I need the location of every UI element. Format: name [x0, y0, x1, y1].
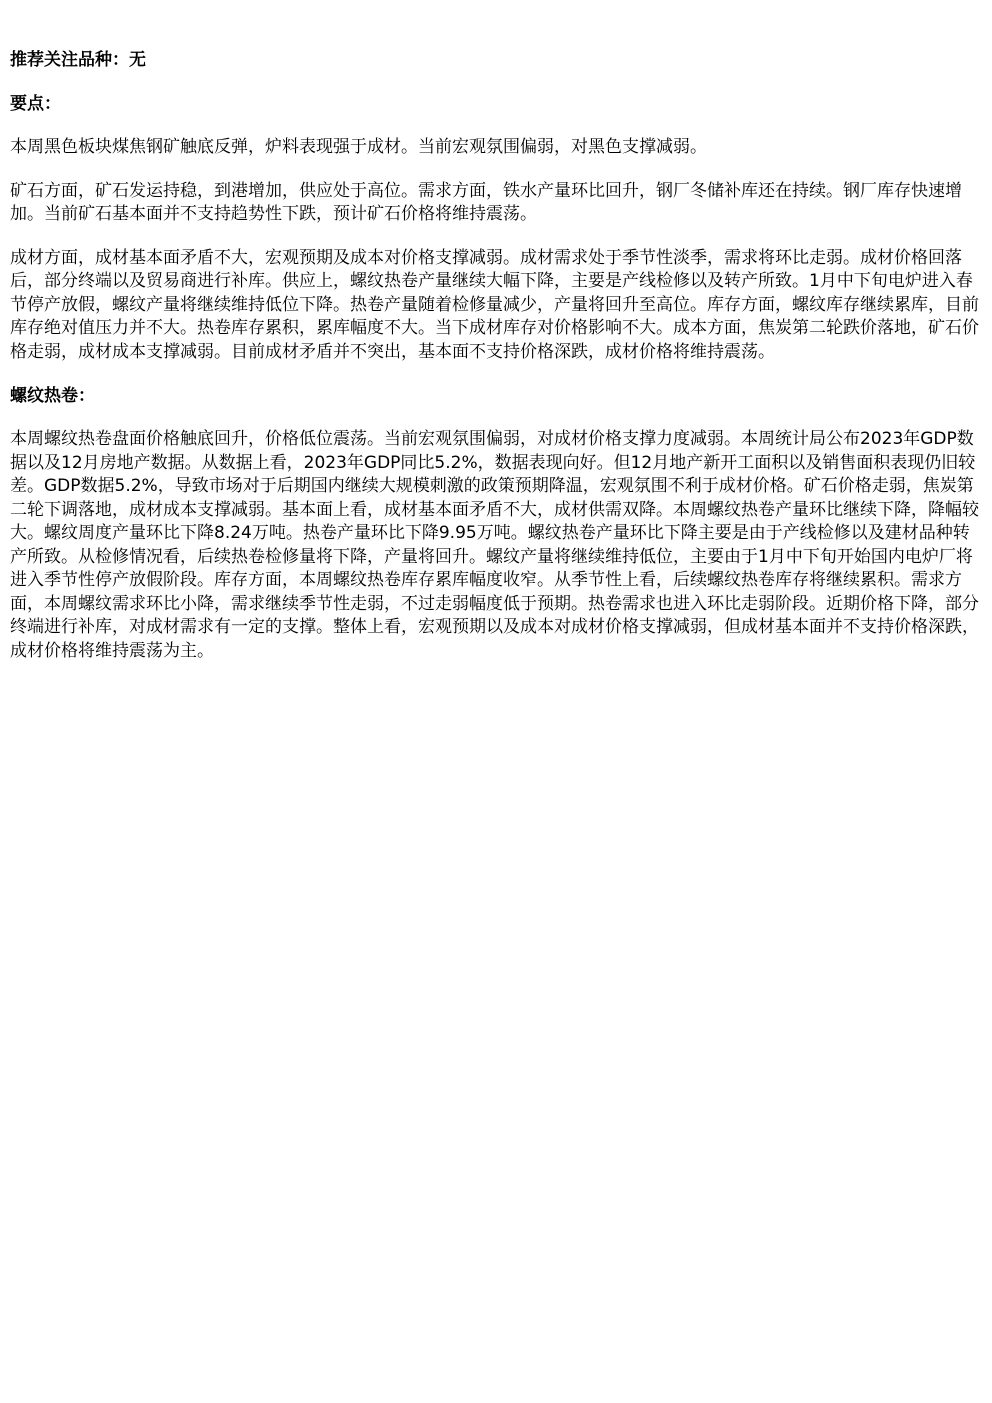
rebar-hrc-heading: 螺纹热卷：: [10, 386, 95, 406]
report-body: [10, 48, 984, 683]
recommended-varieties: [10, 48, 984, 72]
finished-steel-paragraph: 成材方面，成材基本面矛盾不大，宏观预期及成本对价格支撑减弱。成材需求处于季节性淡季，需求将环比走弱。成材价格回落后，部分终端以及贸易商进行补库。供应上，螺纹热卷产量继续大幅下降，主要是产线检修以及转产所致。1月中下旬电炉进入春节停产放假，螺纹产量将继续维持低位下降。热卷产量随着检修量减少，产量将回升至高位。库存方面，螺纹库存继续累库，目前库存绝对值压力并不大。热卷库存累积，累库幅度不大。当下成材库存对价格影响不大。成本方面，焦炭第二轮跌价落地，矿石价格走弱，成材成本支撑减弱。目前成材矛盾并不突出，基本面不支持价格深跌，成材价格将维持震荡。: [10, 247, 979, 362]
rebar-hrc-paragraph: 本周螺纹热卷盘面价格触底回升，价格低位震荡。当前宏观氛围偏弱，对成材价格支撑力度减弱。本周统计局公布2023年GDP数据以及12月房地产数据。从数据上看，2023年GDP同比5.2%，数据表现向好。但12月地产新开工面积以及销售面积表现仍旧较差。GDP数据5.2%，导致市场对于后期国内继续大规模刺激的政策预期降温，宏观氛围不利于成材价格。矿石价格走弱，焦炭第二轮下调落地，成材成本支撑减弱。基本面上看，成材基本面矛盾不大，成材供需双降。本周螺纹热卷产量环比继续下降，降幅较大。螺纹周度产量环比下降8.24万吨。热卷产量环比下降9.95万吨。螺纹热卷产量环比下降主要是由于产线检修以及建材品种转产所致。从检修情况看，后续热卷检修量将下降，产量将回升。螺纹产量将继续维持低位，主要由于1月中下旬开始国内电炉厂将进入季节性停产放假阶段。库存方面，本周螺纹热卷库存累库幅度收窄。从季节性上看，后续螺纹热卷库存将继续累积。需求方面，本周螺纹需求环比小降，需求继续季节性走弱，不过走弱幅度低于预期。热卷需求也进入环比走弱阶段。近期价格下降，部分终端进行补库，对成材需求有一定的支撑。整体上看，宏观预期以及成本对成材价格支撑减弱，但成材基本面并不支持价格深跌，成材价格将维持震荡为主。: [10, 429, 979, 661]
key-points-heading: 要点：: [10, 94, 61, 114]
summary-paragraph: 本周黑色板块煤焦钢矿触底反弹，炉料表现强于成材。当前宏观氛围偏弱，对黑色支撑减弱。: [10, 137, 707, 157]
recommended-label: 推荐关注品种：: [10, 50, 129, 70]
recommended-value: 无: [129, 50, 146, 70]
iron-ore-paragraph: 矿石方面，矿石发运持稳，到港增加，供应处于高位。需求方面，铁水产量环比回升，钢厂冬储补库还在持续。钢厂库存快速增加。当前矿石基本面并不支持趋势性下跌，预计矿石价格将维持震荡。: [10, 180, 962, 224]
